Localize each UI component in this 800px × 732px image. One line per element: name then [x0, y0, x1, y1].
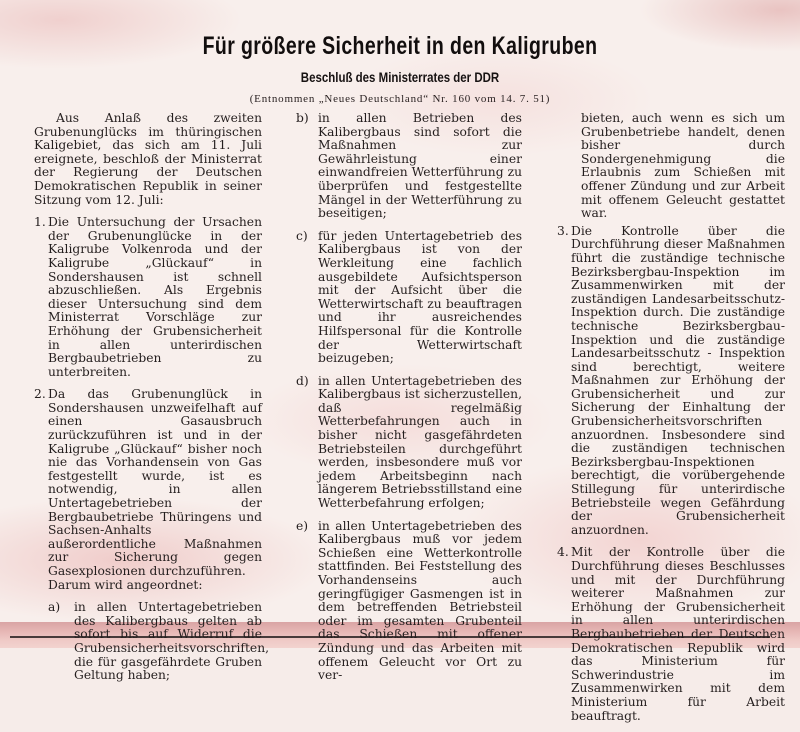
item-letter: c)	[296, 228, 308, 243]
item-letter: d)	[296, 373, 309, 388]
item-letter: a)	[48, 600, 61, 615]
sub-item-e	[296, 520, 522, 683]
intro-paragraph: Aus Anlaß des zweiten Grubenunglücks im thüringischen Kaligebiet, das sich am 11. Juli ereignete, beschloß der Ministerrat der Regierung der Deutschen Demokratischen Republik in seiner Sitzung vom 12. Juli:	[34, 111, 262, 207]
sub-item-d	[296, 375, 522, 511]
item-text: Die Kontrolle über die Durchführung dieser Maßnahmen führt die zuständige technische Bezirksbergbau-Inspektion im Zusammenwirken mit der zuständigen Landesarbeitsschutz-Inspektion durch. Die zuständige technische Bezirksbergbau-Inspektion und die zuständige Landesarbeitsschutz - Inspektion sind berechtigt, weitere Maßnahmen zur Erhöhung der Grubensicherheit und zur Sicherung der Einhaltung der Grubensicherheitsvorschriften anzuordnen. Insbesondere sind die zuständigen technischen Bezirksbergbau-Inspektionen berechtigt, die vorübergehende Stillegung für unterirdische Betriebsteile wegen Gefährdung der Grubensicherheit anzuordnen.	[571, 223, 785, 537]
article-title: Für größere Sicherheit in den Kaligruben	[202, 32, 598, 60]
item-text: in allen Betrieben des Kalibergbaus sind sofort die Maßnahmen zur Gewährleistung einer einwandfreien Wetterführung zu überprüfen und festgestellte Mängel in der Wetterführung zu beseitigen;	[318, 111, 522, 221]
item-number: 2.	[34, 387, 46, 402]
item-text: Die Untersuchung der Ursachen der Grubenunglücke in der Kaligrube Volkenroda und der Kaligrube „Glückauf“ in Sondershausen ist schnell abzuschließen. Als Ergebnis dieser Untersuchung sind dem Ministerrat Vorschläge zur Erhöhung der Grubensicherheit in allen unterirdischen Bergbaubetrieben zu unterbreiten.	[48, 215, 262, 379]
item-text: in allen Untertagebetrieben des Kalibergbaus gelten ab sofort bis auf Widerruf die Grubensicherheitsvorschriften, die für gasgefährdete Gruben Geltung haben;	[74, 600, 270, 683]
column-1	[34, 111, 270, 692]
item-number: 4.	[557, 545, 569, 560]
item-letter: e)	[296, 518, 309, 533]
sub-item-c	[296, 230, 522, 366]
item-text: in allen Untertagebetrieben des Kalibergbaus ist sicherzustellen, daß regelmäßig Wetterbefahrungen auch in bisher nicht gasgefährdeten Betriebsteilen durchgeführt werden, insbesondere muß vor jedem Arbeitsbeginn nach längerem Betriebsstillstand eine Wetterbefahrung erfolgen;	[318, 373, 522, 511]
column-2	[296, 112, 522, 692]
source-note: (Entnommen „Neues Deutschland“ Nr. 160 vom 14. 7. 51)	[249, 93, 551, 105]
sub-item-e-continued: bieten, auch wenn es sich um Grubenbetriebe handelt, denen bisher durch Sondergenehmigung die Erlaubnis zum Schießen mit offener Zündung und zur Arbeit mit offenem Geleucht gestattet war.	[581, 111, 785, 221]
item-number: 3.	[557, 223, 569, 238]
sub-item-a	[34, 600, 270, 683]
item-text: Mit der Kontrolle über die Durchführung dieses Beschlusses und mit der Durchführung weiterer Maßnahmen zur Erhöhung der Grubensicherheit in allen unterirdischen Bergbaubetrieben der Deutschen Demokratischen Republik wird das Ministerium für Schwerindustrie im Zusammenwirken mit dem Ministerium für Arbeit beauftragt.	[571, 545, 785, 723]
article-subtitle: Beschluß des Ministerrates der DDR	[300, 69, 500, 85]
numbered-item-4	[557, 546, 785, 723]
numbered-item-3	[557, 225, 785, 538]
numbered-item-2	[34, 388, 262, 578]
article-header	[0, 30, 800, 106]
column-3	[557, 112, 785, 732]
item-number: 1.	[34, 215, 46, 230]
numbered-item-1	[34, 216, 262, 379]
item-text: Da das Grubenunglück in Sondershausen unzweifelhaft auf einen Gasausbruch zurückzuführen ist und in der Kaligrube „Glückauf“ bisher noch nie das Vorhandensein von Gas festgestellt wurde, ist es notwendig, in allen Untertagebetrieben der Bergbaubetriebe Thüringens und Sachsen-Anhalts außerordentliche Maßnahmen zur Sicherung gegen Gasexplosionen durchzuführen.	[48, 387, 262, 578]
item-text: für jeden Untertagebetrieb des Kalibergbaus ist von der Werkleitung eine fachlich ausgebildete Aufsichtsperson mit der Aufsicht über die Wetterwirtschaft zu beauftragen und ihr ausreichendes Hilfspersonal für die Kontrolle der Wetterwirtschaft beizugeben;	[318, 228, 522, 366]
ordered-statement: Darum wird angeordnet:	[48, 577, 203, 592]
sub-item-b	[296, 112, 522, 221]
item-text: in allen Untertagebetrieben des Kalibergbaus muß vor jedem Schießen eine Wetterkontrolle stattfinden. Bei Feststellung des Vorhandenseins auch geringfügiger Gasmengen ist in dem betreffenden Betriebsteil oder im gesamten Grubenteil das Schießen mit offener Zündung und das Arbeiten mit offenem Geleucht vor Ort zu ver-	[318, 518, 522, 683]
item-letter: b)	[296, 111, 309, 125]
